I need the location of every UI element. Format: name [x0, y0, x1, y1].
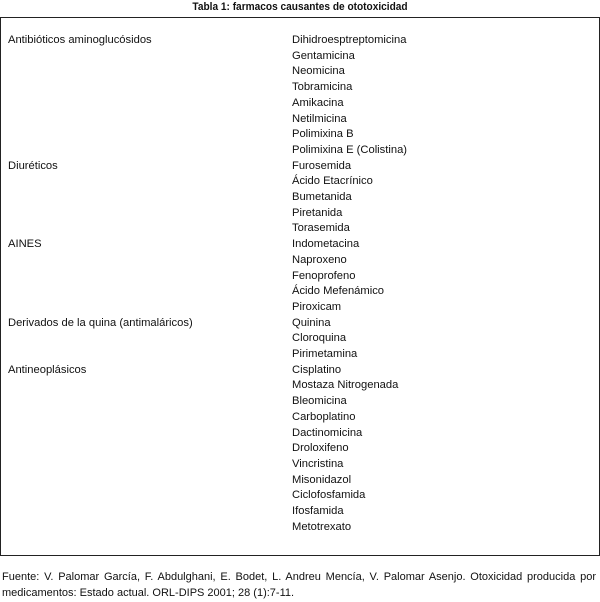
table-rows: [1, 33, 599, 536]
drug-item: Misonidazol: [292, 473, 352, 486]
drug-item: Amikacina: [292, 96, 344, 109]
drug-item: Cisplatino: [292, 363, 342, 376]
drug-item: Ifosfamida: [292, 505, 344, 518]
drug-item: Droloxifeno: [292, 442, 349, 455]
drug-item: Neomicina: [292, 65, 345, 78]
drug-item: Pirimetamina: [292, 348, 358, 361]
drug-table: [0, 17, 600, 556]
drug-item: Polimixina B: [292, 128, 354, 141]
drug-list: [292, 159, 373, 238]
drug-item: Ciclofosfamida: [292, 489, 366, 502]
drug-item: Piroxicam: [292, 300, 342, 313]
drug-item: Tobramicina: [292, 81, 353, 94]
drug-item: Dihidroesptreptomicina: [292, 34, 407, 46]
drug-list: [292, 237, 384, 316]
drug-item: Vincristina: [292, 457, 344, 470]
category-label: AINES: [8, 238, 42, 251]
drug-item: Dactinomicina: [292, 426, 363, 439]
drug-item: Gentamicina: [292, 49, 355, 62]
drug-item: Torasemida: [292, 222, 350, 235]
table-row: [1, 316, 599, 363]
drug-item: Polimixina E (Colistina): [292, 143, 408, 156]
drug-item: Indometacina: [292, 238, 360, 251]
drug-item: Carboplatino: [292, 410, 356, 423]
drug-item: Fenoprofeno: [292, 269, 356, 282]
table-row: [1, 363, 599, 536]
drug-item: Cloroquina: [292, 332, 347, 345]
drug-item: Furosemida: [292, 159, 352, 172]
category-label: Antineoplásicos: [8, 363, 87, 376]
source-citation: Fuente: V. Palomar García, F. Abdulghani, E. Bodet, L. Andreu Mencía, V. Palomar Asenjo. Otoxicidad producida por medicamentos: Estado actual. ORL-DIPS 2001; 28 (1):7-11.: [2, 571, 596, 599]
drug-item: Bumetanida: [292, 191, 352, 204]
category-label: Derivados de la quina (antimaláricos): [8, 316, 193, 329]
drug-item: Netilmicina: [292, 112, 347, 125]
drug-item: Piretanida: [292, 206, 343, 219]
drug-list: [292, 33, 407, 159]
category-label: Diuréticos: [8, 159, 58, 172]
table-row: [1, 33, 599, 159]
table-title: Tabla 1: farmacos causantes de ototoxicidad: [192, 1, 408, 13]
drug-item: Mostaza Nitrogenada: [292, 379, 399, 392]
table-row: [1, 159, 599, 238]
drug-list: [292, 363, 398, 536]
drug-item: Ácido Mefenámico: [292, 285, 385, 298]
drug-list: [292, 316, 357, 363]
drug-item: Bleomicina: [292, 395, 347, 408]
drug-item: Quinina: [292, 316, 331, 329]
drug-item: Naproxeno: [292, 253, 347, 266]
table-row: [1, 237, 599, 316]
drug-item: Metotrexato: [292, 520, 352, 533]
drug-item: Ácido Etacrínico: [292, 175, 373, 188]
category-label: Antibióticos aminoglucósidos: [8, 34, 152, 46]
